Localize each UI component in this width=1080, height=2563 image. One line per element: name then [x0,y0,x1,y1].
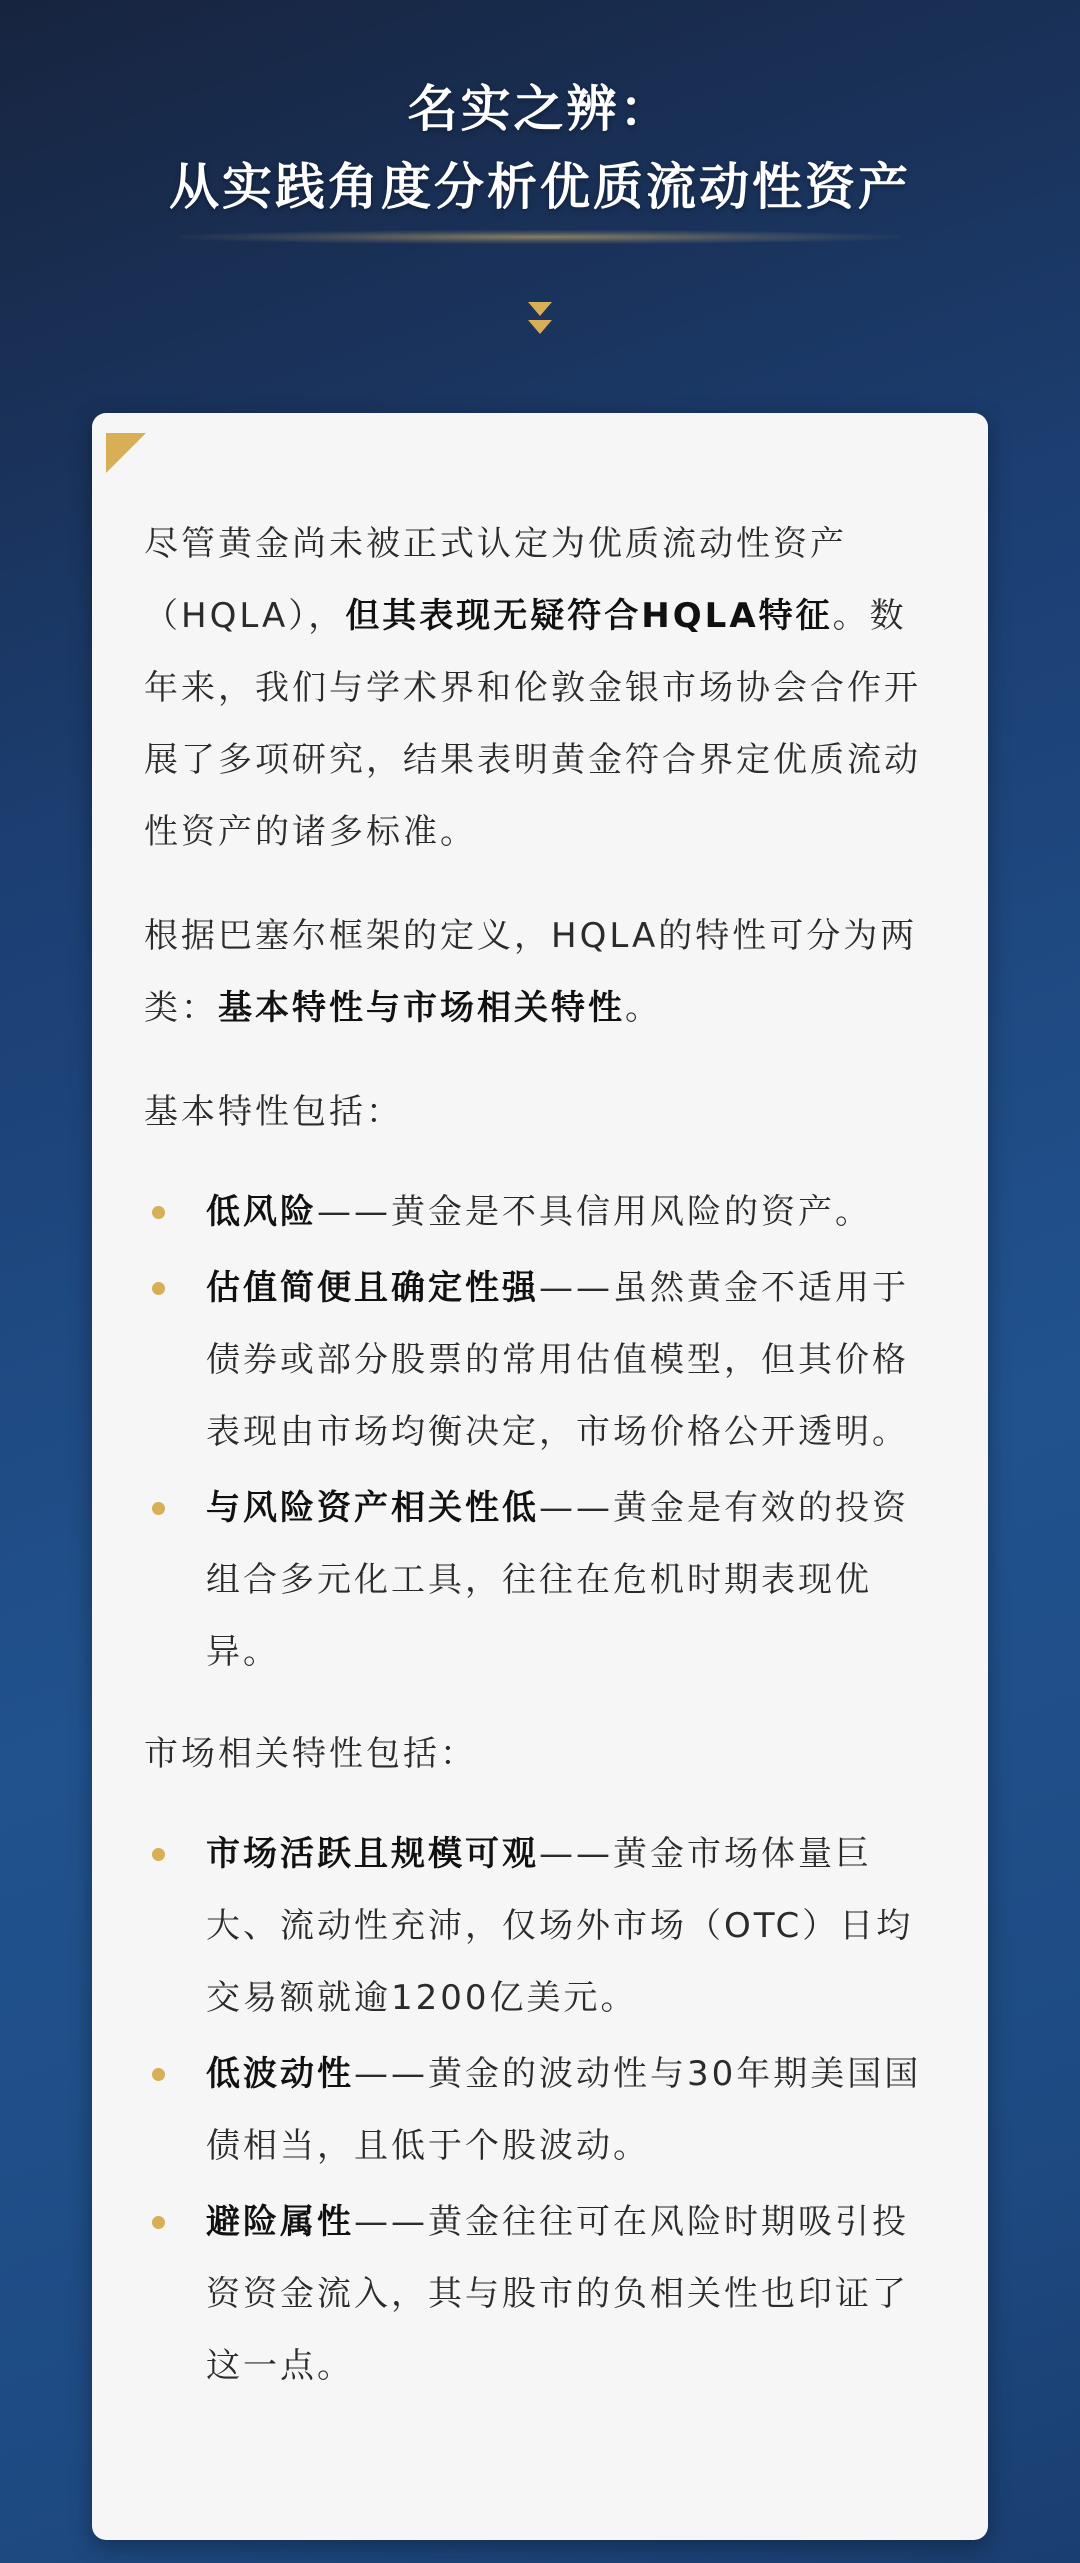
market-list [144,1818,934,2402]
item-description: ——黄金往往可在风险时期吸引投资资金流入，其与股市的负相关性也印证了这一点。 [206,2202,909,2386]
intro-text-2: 。数年来，我们与学术界和伦敦金银市场协会合作开展了多项研究，结果表明黄金符合界定优质流动性资产的诸多标准。 [144,596,921,852]
content-card [92,413,988,2540]
item-description: ——黄金的波动性与30年期美国国债相当，且低于个股波动。 [206,2054,922,2166]
list-item [144,2186,934,2402]
item-term: 低风险 [206,1192,317,1232]
list-item [144,1818,934,2034]
basel-text-2: 。 [625,988,662,1028]
page-title-line-2: 从实践角度分析优质流动性资产 [169,158,911,216]
basel-emphasis: 基本特性与市场相关特性 [218,988,625,1028]
item-description: ——黄金是有效的投资组合多元化工具，往往在危机时期表现优异。 [206,1488,909,1672]
intro-emphasis: 但其表现无疑符合HQLA特征 [345,596,833,636]
page-header [0,70,1080,244]
item-term: 估值简便且确定性强 [206,1268,539,1308]
item-description: ——黄金是不具信用风险的资产。 [317,1192,872,1232]
intro-paragraph [144,508,934,868]
item-term: 避险属性 [206,2202,354,2242]
bullet-dot-icon [152,1206,165,1219]
article-body [144,508,934,2432]
market-heading: 市场相关特性包括： [144,1734,477,1774]
bullet-dot-icon [152,2216,165,2229]
page-title-line-1: 名实之辨： [407,80,673,138]
bullet-dot-icon [152,1502,165,1515]
item-term: 与风险资产相关性低 [206,1488,539,1528]
basel-text-1: 根据巴塞尔框架的定义，HQLA的特性可分为两类： [144,916,918,1028]
list-item [144,1252,934,1468]
intro-text-1: 尽管黄金尚未被正式认定为优质流动性资产（HQLA）， [144,524,847,636]
basic-list [144,1176,934,1688]
list-item [144,1176,934,1248]
bullet-dot-icon [152,1848,165,1861]
basic-heading: 基本特性包括： [144,1092,403,1132]
list-item [144,2038,934,2182]
list-item [144,1472,934,1688]
corner-triangle-icon [106,433,146,473]
bullet-dot-icon [152,2068,165,2081]
item-term: 低波动性 [206,2054,354,2094]
item-description: ——虽然黄金不适用于债券或部分股票的常用估值模型，但其价格表现由市场均衡决定，市场价格公开透明。 [206,1268,909,1452]
item-term: 市场活跃且规模可观 [206,1834,539,1874]
title-glow-underline [180,230,900,244]
double-chevron-down-icon [526,300,554,340]
basel-paragraph [144,900,934,1044]
bullet-dot-icon [152,1282,165,1295]
item-description: ——黄金市场体量巨大、流动性充沛，仅场外市场（OTC）日均交易额就逾1200亿美元。 [206,1834,914,2018]
